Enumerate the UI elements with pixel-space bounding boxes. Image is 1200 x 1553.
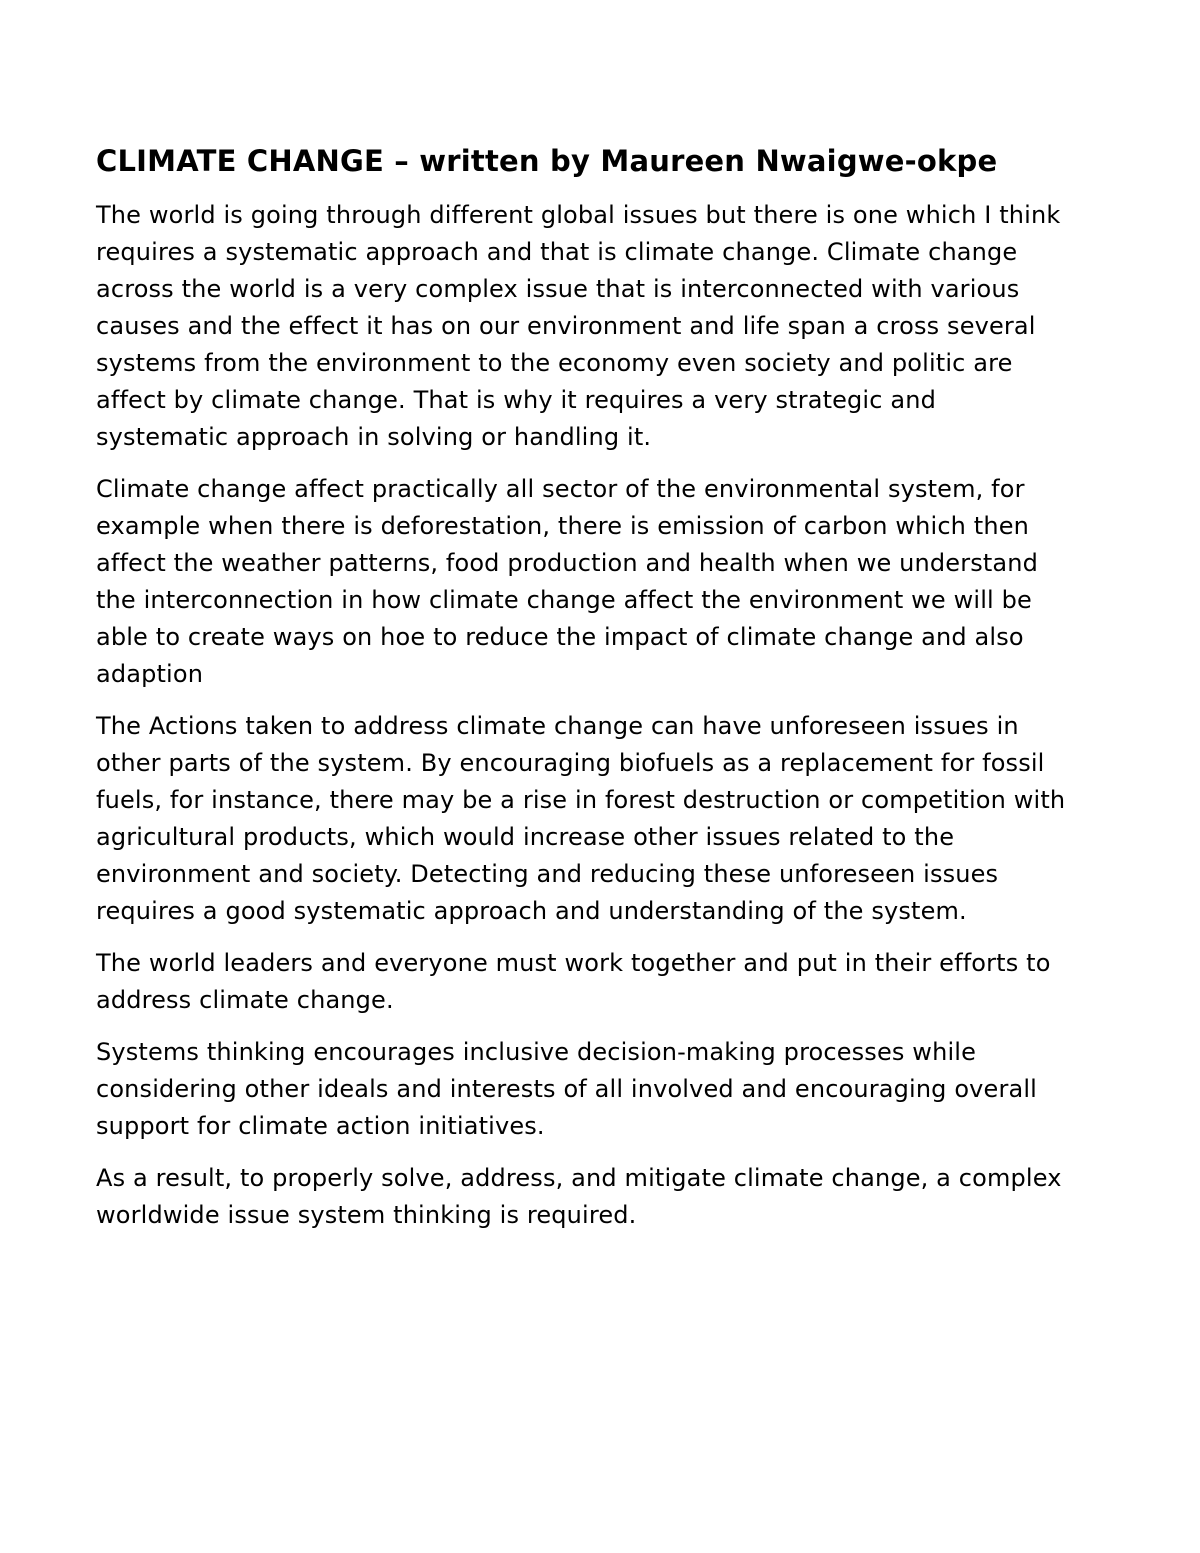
paragraph-intro: The world is going through different global issues but there is one which I think requires a systematic approach and that is climate change. Climate change across the world is a very complex issue that is interconnected with various causes and the effect it has on our environment and life span a cross several systems from the environment to the economy even society and politic are affect by climate change. That is why it requires a very strategic and systematic approach in solving or handling it. <box>96 201 1061 451</box>
paragraph-systems-thinking: Systems thinking encourages inclusive decision-making processes while considering other ideals and interests of all involved and encouraging overall support for climate action initiatives. <box>96 1038 1037 1140</box>
document-body <box>96 140 1071 1249</box>
document-title: CLIMATE CHANGE – written by Maureen Nwaigwe-okpe <box>96 144 998 178</box>
paragraph-environmental-impact: Climate change affect practically all sector of the environmental system, for example when there is deforestation, there is emission of carbon which then affect the weather patterns, food production and health when we understand the interconnection in how climate change affect the environment we will be able to create ways on hoe to reduce the impact of climate change and also adaption <box>96 475 1039 688</box>
paragraph-conclusion: As a result, to properly solve, address, and mitigate climate change, a complex worldwide issue system thinking is required. <box>96 1164 1062 1229</box>
paragraph-unforeseen-issues: The Actions taken to address climate change can have unforeseen issues in other parts of the system. By encouraging biofuels as a replacement for fossil fuels, for instance, there may be a rise in forest destruction or competition with agricultural products, which would increase other issues related to the environment and society. Detecting and reducing these unforeseen issues requires a good systematic approach and understanding of the system. <box>96 712 1066 925</box>
paragraph-world-leaders: The world leaders and everyone must work together and put in their efforts to address climate change. <box>96 949 1051 1014</box>
